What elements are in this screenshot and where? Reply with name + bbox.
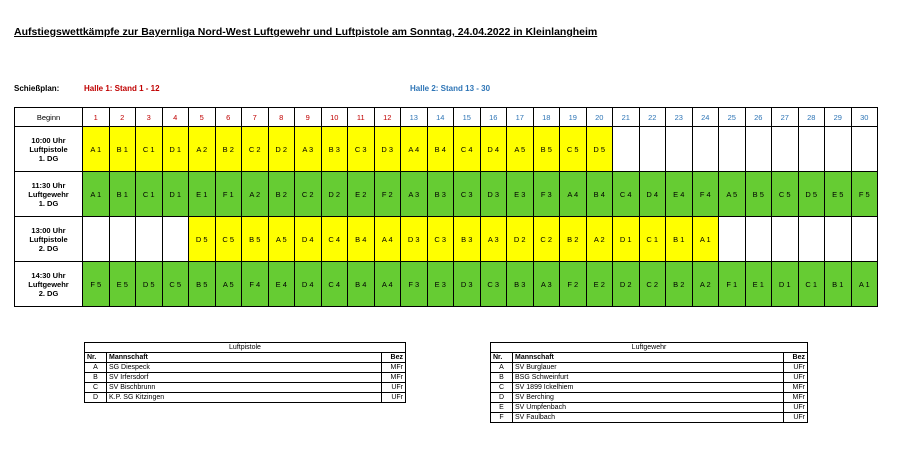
- stand-number-19: 19: [560, 108, 587, 127]
- schedule-cell: D 5: [586, 127, 613, 172]
- schedule-cell: F 5: [83, 262, 110, 307]
- schedule-cell: C 1: [639, 217, 666, 262]
- schedule-cell: A 1: [83, 127, 110, 172]
- schedule-row: [15, 262, 878, 307]
- schedule-cell: E 2: [348, 172, 375, 217]
- schedule-cell: C 4: [321, 217, 348, 262]
- stand-number-22: 22: [639, 108, 666, 127]
- schedule-cell: B 4: [348, 262, 375, 307]
- stand-number-8: 8: [268, 108, 295, 127]
- team-name: SV Bischbrunn: [107, 383, 382, 393]
- schedule-cell: C 5: [215, 217, 242, 262]
- schedule-cell: [692, 127, 719, 172]
- schedule-cell: D 4: [639, 172, 666, 217]
- schedule-cell: B 1: [666, 217, 693, 262]
- schedule-cell: [719, 127, 746, 172]
- schedule-cell: A 1: [692, 217, 719, 262]
- schedule-cell: D 5: [136, 262, 163, 307]
- schedule-cell: E 1: [189, 172, 216, 217]
- team-bez: UFr: [382, 383, 406, 393]
- schedule-cell: A 2: [586, 217, 613, 262]
- schedule-cell: B 5: [533, 127, 560, 172]
- schedule-cell: E 5: [825, 172, 852, 217]
- team-bez: UFr: [382, 393, 406, 403]
- team-nr: E: [491, 403, 513, 413]
- schedule-cell: D 5: [189, 217, 216, 262]
- schedule-cell: B 1: [109, 172, 136, 217]
- schedule-cell: E 3: [427, 262, 454, 307]
- schedule-cell: D 3: [374, 127, 401, 172]
- schedule-cell: B 4: [427, 127, 454, 172]
- schedule-label: Schießplan:: [14, 84, 60, 93]
- schedule-cell: C 2: [242, 127, 269, 172]
- team-bez: UFr: [784, 373, 808, 383]
- schedule-cell: [798, 127, 825, 172]
- schedule-cell: E 5: [109, 262, 136, 307]
- schedule-cell: F 4: [242, 262, 269, 307]
- stand-number-9: 9: [295, 108, 322, 127]
- schedule-cell: C 5: [560, 127, 587, 172]
- stand-number-30: 30: [851, 108, 878, 127]
- lp-team-row: [85, 373, 406, 383]
- schedule-cell: A 4: [374, 217, 401, 262]
- schedule-cell: B 3: [507, 262, 534, 307]
- schedule-cell: C 4: [613, 172, 640, 217]
- session-label: [15, 127, 83, 172]
- schedule-cell: B 2: [666, 262, 693, 307]
- schedule-cell: D 1: [613, 217, 640, 262]
- schedule-cell: A 2: [189, 127, 216, 172]
- schedule-cell: D 2: [321, 172, 348, 217]
- schedule-cell: D 1: [772, 262, 799, 307]
- session-label-line: 13:00 Uhr: [31, 225, 66, 235]
- session-label-line: 1. DG: [38, 153, 59, 163]
- schedule-cell: [825, 217, 852, 262]
- page-title: Aufstiegswettkämpfe zur Bayernliga Nord-West Luftgewehr und Luftpistole am Sonntag, 24.04.2022 in Kleinlangheim: [14, 26, 598, 38]
- schedule-cell: D 2: [507, 217, 534, 262]
- schedule-cell: [798, 217, 825, 262]
- schedule-cell: [83, 217, 110, 262]
- stand-number-2: 2: [109, 108, 136, 127]
- schedule-cell: B 2: [268, 172, 295, 217]
- team-name: SV Berching: [513, 393, 784, 403]
- session-label-line: 1. DG: [38, 198, 59, 208]
- session-label-line: Luftgewehr: [28, 189, 69, 199]
- schedule-cell: B 3: [454, 217, 481, 262]
- schedule-cell: B 3: [427, 172, 454, 217]
- session-label: [15, 217, 83, 262]
- stand-number-29: 29: [825, 108, 852, 127]
- team-nr: A: [85, 363, 107, 373]
- stand-number-1: 1: [83, 108, 110, 127]
- stand-number-23: 23: [666, 108, 693, 127]
- stand-number-11: 11: [348, 108, 375, 127]
- schedule-cell: D 5: [798, 172, 825, 217]
- team-bez: MFr: [382, 363, 406, 373]
- team-bez: UFr: [784, 403, 808, 413]
- schedule-cell: B 1: [825, 262, 852, 307]
- lg-team-row: [491, 383, 808, 393]
- schedule-cell: C 1: [798, 262, 825, 307]
- schedule-cell: B 5: [189, 262, 216, 307]
- lp-header-mannschaft: Mannschaft: [107, 353, 382, 363]
- schedule-cell: E 4: [268, 262, 295, 307]
- schedule-cell: D 3: [480, 172, 507, 217]
- stand-number-12: 12: [374, 108, 401, 127]
- schedule-cell: D 4: [295, 262, 322, 307]
- stand-number-3: 3: [136, 108, 163, 127]
- schedule-cell: B 2: [560, 217, 587, 262]
- schedule-cell: B 4: [348, 217, 375, 262]
- schedule-cell: F 1: [215, 172, 242, 217]
- team-name: SV Faulbach: [513, 413, 784, 423]
- stand-number-14: 14: [427, 108, 454, 127]
- stand-number-28: 28: [798, 108, 825, 127]
- schedule-cell: C 4: [321, 262, 348, 307]
- lg-header-nr: Nr.: [491, 353, 513, 363]
- session-label-line: 10:00 Uhr: [31, 135, 66, 145]
- lp-team-row: [85, 393, 406, 403]
- schedule-row: [15, 172, 878, 217]
- schedule-cell: [851, 217, 878, 262]
- schedule-cell: A 5: [507, 127, 534, 172]
- lp-header-nr: Nr.: [85, 353, 107, 363]
- schedule-cell: C 3: [348, 127, 375, 172]
- schedule-cell: F 3: [533, 172, 560, 217]
- halle-1-label: Halle 1: Stand 1 - 12: [84, 84, 160, 93]
- stand-number-4: 4: [162, 108, 189, 127]
- schedule-cell: B 5: [242, 217, 269, 262]
- schedule-cell: F 2: [374, 172, 401, 217]
- session-label-line: 2. DG: [38, 288, 59, 298]
- schedule-cell: D 4: [480, 127, 507, 172]
- team-nr: B: [85, 373, 107, 383]
- team-name: SV Burglauer: [513, 363, 784, 373]
- lg-header-bez: Bez: [784, 353, 808, 363]
- schedule-row: [15, 217, 878, 262]
- lp-team-row: [85, 363, 406, 373]
- schedule-cell: [109, 217, 136, 262]
- schedule-cell: [851, 127, 878, 172]
- schedule-cell: D 1: [162, 127, 189, 172]
- schedule-table: [14, 107, 878, 307]
- schedule-cell: [772, 127, 799, 172]
- schedule-cell: D 3: [454, 262, 481, 307]
- schedule-cell: A 3: [480, 217, 507, 262]
- schedule-cell: C 5: [162, 262, 189, 307]
- stand-number-15: 15: [454, 108, 481, 127]
- luftgewehr-caption: Luftgewehr: [491, 343, 808, 353]
- team-bez: MFr: [784, 383, 808, 393]
- schedule-cell: A 3: [401, 172, 428, 217]
- team-name: SG Diespeck: [107, 363, 382, 373]
- schedule-cell: E 3: [507, 172, 534, 217]
- luftpistole-caption: Luftpistole: [85, 343, 406, 353]
- schedule-cell: D 2: [268, 127, 295, 172]
- schedule-cell: [639, 127, 666, 172]
- session-label-line: Luftpistole: [29, 234, 68, 244]
- schedule-cell: [825, 127, 852, 172]
- stand-number-24: 24: [692, 108, 719, 127]
- schedule-cell: E 1: [745, 262, 772, 307]
- schedule-cell: D 2: [613, 262, 640, 307]
- team-name: SV Umpfenbach: [513, 403, 784, 413]
- halle-2-label: Halle 2: Stand 13 - 30: [410, 84, 491, 93]
- schedule-cell: B 2: [215, 127, 242, 172]
- schedule-cell: D 1: [162, 172, 189, 217]
- schedule-cell: F 3: [401, 262, 428, 307]
- team-bez: UFr: [784, 413, 808, 423]
- session-label-line: 2. DG: [38, 243, 59, 253]
- stand-number-21: 21: [613, 108, 640, 127]
- schedule-cell: [666, 127, 693, 172]
- schedule-cell: D 3: [401, 217, 428, 262]
- schedule-cell: A 2: [242, 172, 269, 217]
- schedule-cell: [719, 217, 746, 262]
- stand-number-18: 18: [533, 108, 560, 127]
- schedule-cell: [136, 217, 163, 262]
- stand-number-5: 5: [189, 108, 216, 127]
- team-name: SV 1899 Ickelhiem: [513, 383, 784, 393]
- schedule-cell: A 1: [851, 262, 878, 307]
- session-label-line: Luftgewehr: [28, 279, 69, 289]
- team-name: SV Irfersdorf: [107, 373, 382, 383]
- stand-number-25: 25: [719, 108, 746, 127]
- schedule-cell: [613, 127, 640, 172]
- stand-number-13: 13: [401, 108, 428, 127]
- schedule-cell: [745, 127, 772, 172]
- luftgewehr-team-table: [490, 342, 808, 423]
- schedule-cell: B 3: [321, 127, 348, 172]
- schedule-cell: C 2: [533, 217, 560, 262]
- session-label-line: 11:30 Uhr: [31, 180, 66, 190]
- schedule-cell: [162, 217, 189, 262]
- team-nr: C: [491, 383, 513, 393]
- stand-number-7: 7: [242, 108, 269, 127]
- team-bez: UFr: [784, 363, 808, 373]
- schedule-cell: A 4: [374, 262, 401, 307]
- schedule-cell: C 4: [454, 127, 481, 172]
- schedule-cell: F 1: [719, 262, 746, 307]
- lg-team-row: [491, 413, 808, 423]
- team-nr: F: [491, 413, 513, 423]
- schedule-cell: F 2: [560, 262, 587, 307]
- schedule-cell: A 5: [719, 172, 746, 217]
- schedule-cell: A 5: [268, 217, 295, 262]
- lg-team-row: [491, 403, 808, 413]
- session-label-line: Luftpistole: [29, 144, 68, 154]
- stand-number-20: 20: [586, 108, 613, 127]
- lg-header-mannschaft: Mannschaft: [513, 353, 784, 363]
- stand-number-10: 10: [321, 108, 348, 127]
- session-label-line: 14:30 Uhr: [31, 270, 66, 280]
- lp-header-bez: Bez: [382, 353, 406, 363]
- lp-team-row: [85, 383, 406, 393]
- schedule-cell: A 4: [401, 127, 428, 172]
- lg-team-row: [491, 393, 808, 403]
- schedule-header-row: [15, 108, 878, 127]
- session-label: [15, 172, 83, 217]
- stand-number-6: 6: [215, 108, 242, 127]
- schedule-cell: [772, 217, 799, 262]
- schedule-cell: E 4: [666, 172, 693, 217]
- team-name: BSG Schweinfurt: [513, 373, 784, 383]
- schedule-cell: [745, 217, 772, 262]
- schedule-cell: B 1: [109, 127, 136, 172]
- header-label-beginn: Beginn: [15, 108, 83, 127]
- team-nr: B: [491, 373, 513, 383]
- schedule-cell: F 4: [692, 172, 719, 217]
- schedule-cell: C 1: [136, 127, 163, 172]
- schedule-row: [15, 127, 878, 172]
- schedule-cell: A 3: [295, 127, 322, 172]
- team-nr: D: [85, 393, 107, 403]
- team-nr: D: [491, 393, 513, 403]
- schedule-cell: A 2: [692, 262, 719, 307]
- schedule-cell: A 5: [215, 262, 242, 307]
- luftpistole-team-table: [84, 342, 406, 403]
- schedule-cell: B 5: [745, 172, 772, 217]
- team-bez: MFr: [382, 373, 406, 383]
- team-nr: A: [491, 363, 513, 373]
- stand-number-16: 16: [480, 108, 507, 127]
- lg-team-row: [491, 373, 808, 383]
- schedule-cell: C 1: [136, 172, 163, 217]
- schedule-cell: C 3: [454, 172, 481, 217]
- stand-number-17: 17: [507, 108, 534, 127]
- schedule-cell: C 3: [427, 217, 454, 262]
- team-name: K.P. SG Kitzingen: [107, 393, 382, 403]
- team-bez: MFr: [784, 393, 808, 403]
- schedule-cell: C 2: [639, 262, 666, 307]
- session-label: [15, 262, 83, 307]
- stand-number-27: 27: [772, 108, 799, 127]
- schedule-cell: B 4: [586, 172, 613, 217]
- schedule-cell: F 5: [851, 172, 878, 217]
- lg-team-row: [491, 363, 808, 373]
- schedule-cell: A 3: [533, 262, 560, 307]
- stand-number-26: 26: [745, 108, 772, 127]
- team-nr: C: [85, 383, 107, 393]
- schedule-cell: C 3: [480, 262, 507, 307]
- schedule-cell: A 1: [83, 172, 110, 217]
- schedule-cell: D 4: [295, 217, 322, 262]
- schedule-cell: C 2: [295, 172, 322, 217]
- schedule-cell: E 2: [586, 262, 613, 307]
- schedule-cell: A 4: [560, 172, 587, 217]
- schedule-cell: C 5: [772, 172, 799, 217]
